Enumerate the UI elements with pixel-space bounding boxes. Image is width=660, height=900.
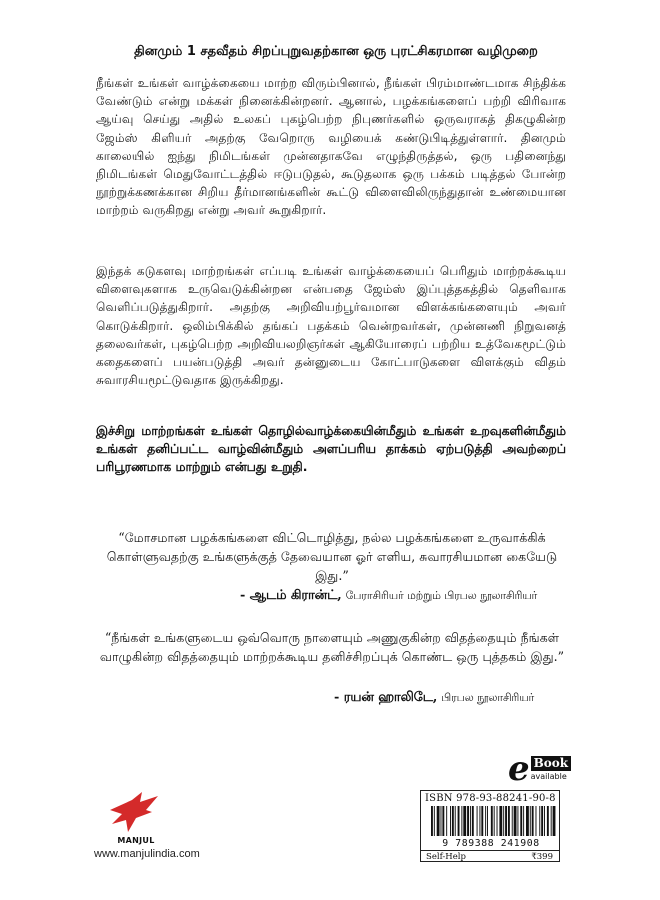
- barcode-bar: [541, 806, 543, 836]
- barcode-bar: [441, 806, 442, 836]
- ebook-available-label: available: [530, 772, 567, 781]
- ebook-e-letter: e: [508, 749, 530, 789]
- quote-2: “நீங்கள் உங்களுடைய ஒவ்வொரு நாளையும் அணுகுகின்ற விதத்தையும் நீங்கள் வாழுகின்ற விதத்தையும் மாற்றக்கூடிய தனிச்சிறப்புக் கொண்ட ஒரு புத்தகம் இது.”: [99, 630, 565, 664]
- barcode-bar: [532, 806, 534, 836]
- barcode-bar: [458, 806, 460, 836]
- barcode-bar: [514, 806, 517, 836]
- quote-1: “மோசமான பழக்கங்களை விட்டொழித்து, நல்ல பழக்கங்களை உருவாக்கிக் கொள்ளுவதற்கு உங்களுக்குத் தேவையான ஓர் எளிய, சுவாரசியமான கையேடு இது.”: [106, 530, 558, 583]
- ebook-badge-text: [531, 756, 571, 782]
- paragraph-1: நீங்கள் உங்கள் வாழ்க்கையை மாற்ற விரும்பினால், நீங்கள் பிரம்மாண்டமாக சிந்திக்க வேண்டும் என்று மக்கள் நினைக்கின்றனர். ஆனால், பழக்கங்களைப் பற்றி விரிவாக ஆய்வு செய்து அதில் உலகப் புகழ்பெற்ற நிபுணர்களில் ஒருவராகத் திகழுகின்ற ஜேம்ஸ் கிளியர் அதற்கு வேறொரு வழியைக் கண்டுபிடித்துள்ளார். தினமும் காலையில் ஐந்து நிமிடங்கள் முன்னதாகவே எழுந்திருத்தல், ஒரு பதினைந்து நிமிடங்கள் மெதுவோட்டத்தில் ஈடுபடுதல், கூடுதலாக ஒரு பக்கம் படித்தல் போன்ற நூற்றுக்கணக்கான சிறிய தீர்மானங்களின் கூட்டு விளைவிலிருந்துதான் உண்மையான மாற்றம் வருகிறது என்று அவர் கூறுகிறார்.: [96, 76, 566, 218]
- barcode-digits: 9 789388 241908: [442, 838, 540, 849]
- quote-1-author: - ஆடம் கிரான்ட்,: [240, 588, 342, 603]
- barcode-bar: [461, 806, 462, 836]
- barcode-bar: [503, 806, 504, 836]
- barcode-bar: [431, 806, 433, 836]
- headline: தினமும் 1 சதவீதம் சிறப்புறுவதற்கான ஒரு புரட்சிகரமான வழிமுறை: [134, 44, 538, 59]
- barcode-bar: [553, 806, 556, 836]
- paragraph-2: இந்தக் கடுகளவு மாற்றங்கள் எப்படி உங்கள் வாழ்க்கையைப் பெரிதும் மாற்றக்கூடிய விளைவுகளாக உருவெடுக்கின்றன என்பதை ஜேம்ஸ் இப்புத்தகத்தில் தெளிவாக வெளிப்படுத்துகிறார். அதற்கு அறிவியற்பூர்வமான விளக்கங்களையும் அவர் கொடுக்கிறார். ஒலிம்பிக்கில் தங்கப் பதக்கம் வென்றவர்கள், முன்னணி நிறுவனத் தலைவர்கள், புகழ்பெற்ற அறிவியலறிஞர்கள் ஆகியோரைப் பற்றிய உத்வேகமூட்டும் கதைகளைப் பயன்படுத்தி அவர் தன்னுடைய கோட்பாடுகளை விளக்கும் விதம் சுவாரசியமூட்டுவதாக இருக்கிறது.: [96, 264, 566, 388]
- barcode-bar: [530, 806, 531, 836]
- barcode-bar: [485, 806, 486, 836]
- barcode-bar: [551, 806, 552, 836]
- barcode-bar: [477, 806, 478, 836]
- barcode-divider: [421, 850, 559, 851]
- barcode-bar: [539, 806, 540, 836]
- barcode-bar: [467, 806, 469, 836]
- barcode-bar: [455, 806, 456, 836]
- barcode-bar: [508, 806, 510, 836]
- barcode-bar: [547, 806, 549, 836]
- barcode-bar: [463, 806, 466, 836]
- ebook-available-badge: [508, 749, 569, 789]
- barcode-bar: [544, 806, 545, 836]
- barcode-bar: [437, 806, 440, 836]
- barcode-bar: [491, 806, 493, 836]
- barcode-bar: [452, 806, 454, 836]
- barcode-bar: [481, 806, 483, 836]
- isbn-text: ISBN 978-93-88241-90-8: [425, 793, 556, 804]
- paragraph-3-highlight: இச்சிறு மாற்றங்கள் உங்கள் தொழில்வாழ்க்கையின்மீதும் உங்கள் உறவுகளின்மீதும் உங்கள் தனிப்பட்ட வாழ்வின்மீதும் அளப்பரிய தாக்கம் ஏற்படுத்தி அவற்றைப் பரிபூரணமாக மாற்றும் என்பது உறுதி.: [96, 423, 566, 475]
- publisher-website: www.manjulindia.com: [94, 848, 200, 860]
- quote-1-role: பேராசிரியர் மற்றும் பிரபல நூலாசிரியர்: [345, 589, 538, 602]
- publisher-name: MANJUL: [117, 836, 155, 845]
- logo-bird-shape: [110, 792, 158, 832]
- barcode-bar: [526, 806, 529, 836]
- barcode-bar: [472, 806, 474, 836]
- barcode-bar: [450, 806, 451, 836]
- barcode-bar: [487, 806, 488, 836]
- quote-2-role: பிரபல நூலாசிரியர்: [441, 691, 535, 704]
- book-price: ₹399: [531, 852, 553, 862]
- quote-2-author: - ரயன் ஹாலிடே,: [334, 690, 438, 705]
- barcode-bar: [505, 806, 507, 836]
- barcode-bar: [434, 806, 435, 836]
- barcode-bar: [517, 806, 518, 836]
- barcode-bar: [536, 806, 537, 836]
- ebook-book-label: Book: [531, 756, 571, 771]
- barcode-bar: [523, 806, 524, 836]
- barcode-bar: [520, 806, 522, 836]
- book-category: Self-Help: [426, 852, 466, 862]
- barcode-bar: [442, 806, 444, 836]
- barcode-bar: [446, 806, 447, 836]
- barcode-bar: [470, 806, 471, 836]
- quote-2-attribution: [334, 690, 534, 706]
- barcode-bar: [479, 806, 480, 836]
- barcode-box: [420, 790, 560, 862]
- barcode-bar: [512, 806, 513, 836]
- barcode-bar: [494, 806, 495, 836]
- publisher-bird-logo: [106, 790, 166, 856]
- barcode-bar: [497, 806, 498, 836]
- quote-1-attribution: [240, 588, 537, 604]
- barcode-bar: [499, 806, 502, 836]
